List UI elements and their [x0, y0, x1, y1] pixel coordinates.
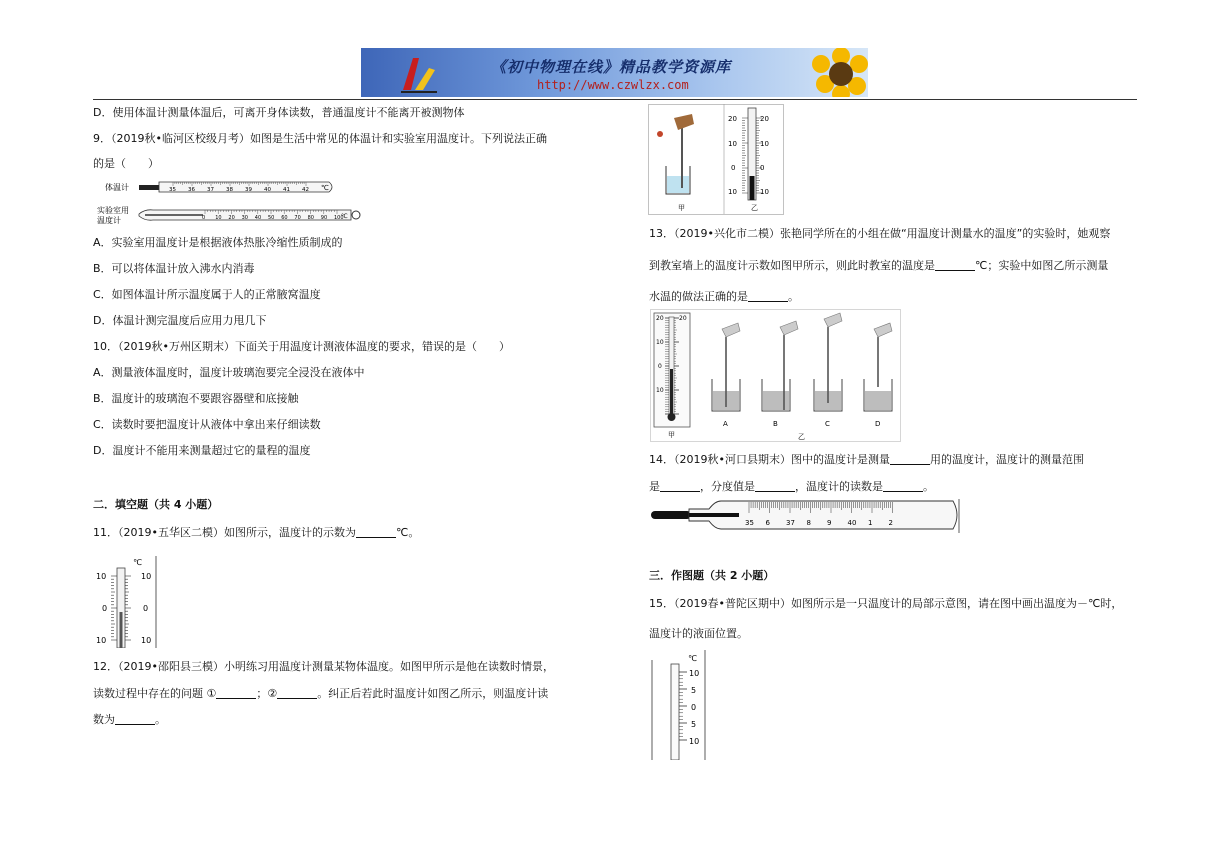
scale-label: 30 — [241, 215, 248, 221]
q14-blank-1 — [890, 453, 930, 465]
banner-title: 《初中物理在线》精品教学资源库 — [491, 58, 732, 76]
q15-scale — [679, 672, 687, 740]
q14-text-a: 14．（2019秋•河口县期末）图中的温度计是测量 — [649, 453, 890, 466]
q12-text-c: 。纠正后若此时温度计如图乙所示，则温度计读 — [317, 687, 549, 700]
q12-text-e: 。 — [155, 713, 166, 726]
q11-tick-top-left: 10 — [96, 572, 107, 581]
q9-label-lab-thermometer-a: 实验室用 — [97, 206, 129, 215]
beaker-label-c: C — [825, 420, 830, 428]
scale-label: 2 — [888, 519, 893, 527]
q13-stem-line2 — [649, 259, 1108, 273]
q11-tick-mid-right: 0 — [143, 604, 149, 613]
q12-tick-r3: 10 — [760, 188, 769, 196]
q11-text-b: ℃。 — [395, 526, 420, 539]
scale-label: 6 — [765, 519, 770, 527]
header-rule — [93, 99, 1137, 100]
q12-stem-line2 — [93, 687, 548, 701]
scale-label: 20 — [228, 215, 235, 221]
q9-thermometers-figure — [93, 176, 365, 226]
q12-figure — [648, 104, 786, 216]
beaker-b — [762, 321, 798, 428]
scale-label: 40 — [847, 519, 857, 527]
scale-label: 37 — [786, 519, 795, 527]
q14-text-c: 是 — [649, 480, 660, 493]
q11-liquid — [120, 612, 123, 648]
q12-tick-r2: 0 — [760, 164, 765, 172]
section-drawing-title: 三．作图题（共 2 小题） — [649, 569, 775, 582]
q12-blank-1 — [216, 687, 256, 699]
q13-liquid — [670, 369, 673, 415]
q10-option-b: B．温度计的玻璃泡不要跟容器壁和底接触 — [93, 392, 299, 405]
q13-caption-yi: 乙 — [798, 433, 805, 441]
scale-label: 37 — [207, 187, 214, 193]
q8-option-d: D．使用体温计测量体温后，可离开身体读数，普通温度计不能离开被测物体 — [93, 106, 465, 119]
scale-label: 80 — [307, 215, 314, 221]
q12-caption-jia: 甲 — [678, 204, 685, 212]
scale-label: 41 — [283, 187, 290, 193]
q9-option-c: C．如图体温计所示温度属于人的正常腋窝温度 — [93, 288, 321, 301]
q15-stem-line1: 15．（2019春•普陀区期中）如图所示是一只温度计的局部示意图，请在图中画出温度为－℃时， — [649, 597, 1123, 610]
q14-text-d: ，分度值是 — [700, 480, 755, 493]
q12-text-a: 读数过程中存在的问题 ① — [93, 687, 217, 700]
q12-caption-yi: 乙 — [751, 204, 758, 212]
q12-text-b: ；② — [256, 687, 278, 700]
q9-option-d: D．体温计测完温度后应用力甩几下 — [93, 314, 267, 327]
q10-stem: 10．（2019秋•万州区期末）下面关于用温度计测液体温度的要求，错误的是（ ） — [93, 340, 510, 353]
q12-tick-l2: 0 — [731, 164, 736, 172]
banner-url: http://www.czwlzx.com — [537, 78, 689, 92]
q12-tick-l1: 10 — [728, 140, 737, 148]
q10-option-a: A．测量液体温度时，温度计玻璃泡要完全浸没在液体中 — [93, 366, 365, 379]
q11-unit: ℃ — [133, 558, 142, 567]
q15-tick-3: 5 — [691, 720, 697, 729]
q9-body-bulb — [139, 185, 161, 190]
scale-label: 0 — [202, 215, 206, 221]
q10-option-d: D．温度计不能用来测量超过它的量程的温度 — [93, 444, 311, 457]
q14-liquid — [689, 513, 739, 517]
scale-label: 8 — [806, 519, 811, 527]
scale-label: 39 — [245, 187, 252, 193]
beaker-c — [814, 313, 842, 428]
q11-tick-bot-left: 10 — [96, 636, 107, 645]
q15-tick-4: 10 — [689, 737, 700, 746]
q13-tick-0: 20 — [656, 315, 664, 322]
scale-label: 40 — [254, 215, 262, 221]
beaker-a — [712, 323, 740, 428]
scale-label: 60 — [281, 215, 288, 221]
q13-text-d: 。 — [788, 290, 799, 303]
scale-label: 90 — [320, 215, 328, 221]
scale-label: 1 — [868, 519, 873, 527]
beaker-d — [864, 323, 892, 428]
q11-tick-mid-left: 0 — [102, 604, 108, 613]
q12-tick-l0: 20 — [728, 115, 737, 123]
q14-blank-3 — [755, 480, 795, 492]
q9-label-lab-thermometer-b: 温度计 — [97, 216, 121, 225]
q10-option-c: C．读数时要把温度计从液体中拿出来仔细读数 — [93, 418, 321, 431]
scale-label: 35 — [169, 187, 176, 193]
q12-text-d: 数为 — [93, 713, 115, 726]
sunflower-icon — [801, 48, 868, 97]
scale-label: 35 — [745, 519, 754, 527]
scale-label: 50 — [268, 215, 275, 221]
q15-thermometer-figure — [651, 650, 707, 760]
q12-stem-line3 — [93, 713, 166, 727]
q9-stem-line1: 9．（2019秋•临河区校级月考）如图是生活中常见的体温计和实验室用温度计。下列说法正确 — [93, 132, 547, 145]
q14-text-f: 。 — [923, 480, 934, 493]
q9-lab-unit: ℃ — [341, 213, 348, 220]
q14-bulb — [651, 511, 691, 519]
q11-text-a: 11．（2019•五华区二模）如图所示，温度计的示数为 — [93, 526, 356, 539]
q15-tick-0: 10 — [689, 669, 700, 678]
q12-blank-3 — [115, 713, 155, 725]
q13-text-b: ℃；实验中如图乙所示测量 — [975, 259, 1109, 272]
scale-label: 42 — [302, 187, 309, 193]
q12-tick-r0: 20 — [760, 115, 769, 123]
q14-stem-line2 — [649, 480, 934, 494]
beaker-label-b: B — [773, 420, 778, 428]
q13-beakers — [712, 313, 892, 428]
q13-blank-2 — [748, 290, 788, 302]
q15-tick-1: 5 — [691, 686, 697, 695]
q11-tick-top-right: 10 — [141, 572, 152, 581]
q14-text-e: ，温度计的读数是 — [795, 480, 883, 493]
q11-tick-bot-right: 10 — [141, 636, 152, 645]
q13-stem-line3 — [649, 290, 799, 304]
scale-label: 38 — [226, 187, 233, 193]
q13-figure — [650, 309, 902, 443]
scale-label: 40 — [264, 187, 271, 193]
q14-stem-line1 — [649, 453, 1084, 467]
q13-tick-1: 10 — [656, 339, 664, 346]
q15-tube — [671, 664, 679, 760]
q12-yi-liquid — [750, 176, 755, 200]
scale-label: 100 — [334, 215, 344, 221]
q9-stem-line2: 的是（ ） — [93, 157, 159, 170]
scale-label: 70 — [294, 215, 301, 221]
scale-label: 10 — [215, 215, 222, 221]
q9-label-body-thermometer: 体温计 — [105, 183, 129, 192]
q12-water — [667, 176, 689, 193]
q14-blank-2 — [660, 480, 700, 492]
beaker-label-d: D — [875, 420, 881, 428]
scale-label: 9 — [827, 519, 832, 527]
q9-body-unit: ℃ — [321, 184, 329, 192]
q9-option-a: A．实验室用温度计是根据液体热胀冷缩性质制成的 — [93, 236, 343, 249]
q13-text-a: 到教室墙上的温度计示数如图甲所示，则此时教室的温度是 — [649, 259, 935, 272]
q12-eye-icon — [657, 131, 663, 137]
q12-hand-icon — [674, 114, 694, 130]
q9-lab-ring — [352, 211, 360, 219]
q13-tick-2: 0 — [658, 363, 662, 370]
q12-tick-r1: 10 — [760, 140, 769, 148]
q12-stem-line1: 12．（2019•邵阳县三模）小明练习用温度计测量某物体温度。如图甲所示是他在读数时情景， — [93, 660, 554, 673]
q14-thermometer-figure — [649, 499, 963, 533]
q12-blank-2 — [277, 687, 317, 699]
q11-thermometer-figure — [93, 556, 159, 648]
header-banner — [361, 48, 868, 97]
scale-label: 36 — [188, 187, 195, 193]
q14-blank-4 — [883, 480, 923, 492]
q11-blank — [356, 526, 396, 538]
q15-stem-line2: 温度计的液面位置。 — [649, 627, 748, 640]
q12-tick-l3: 10 — [728, 188, 737, 196]
q13-stem-line1: 13．（2019•兴化市二模）张艳同学所在的小组在做“用温度计测量水的温度”的实验时，她观察 — [649, 227, 1111, 240]
q13-caption-jia: 甲 — [668, 431, 675, 439]
section-fill-in-title: 二．填空题（共 4 小题） — [93, 498, 219, 511]
q14-text-b: 用的温度计，温度计的测量范围 — [929, 453, 1084, 466]
q13-blank-1 — [935, 259, 975, 271]
q15-tick-2: 0 — [691, 703, 697, 712]
q13-tick-3: 10 — [656, 387, 664, 394]
q15-unit: ℃ — [688, 654, 697, 663]
beaker-label-a: A — [723, 420, 728, 428]
q13-text-c: 水温的做法正确的是 — [649, 290, 748, 303]
q9-option-b: B．可以将体温计放入沸水内消毒 — [93, 262, 255, 275]
logo-icon — [395, 52, 443, 94]
q11-stem — [93, 526, 419, 540]
q13-tick-4: 20 — [679, 315, 687, 322]
